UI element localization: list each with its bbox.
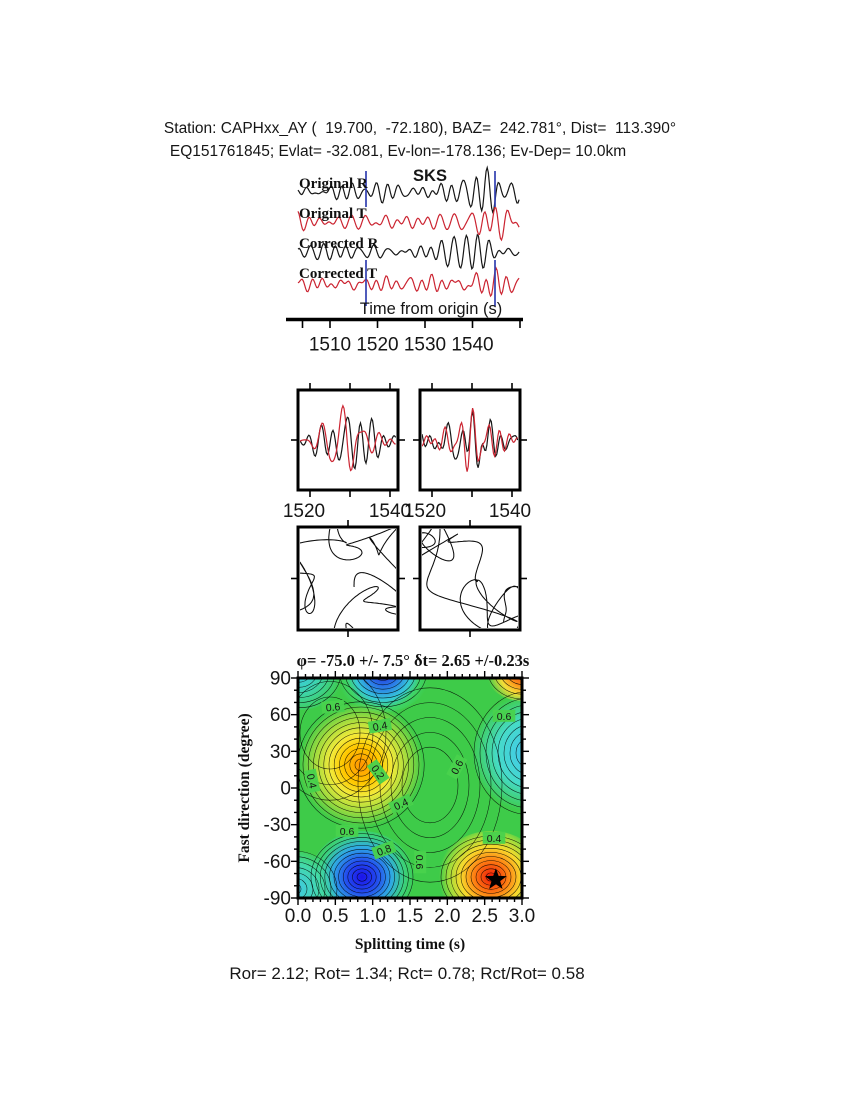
windowed-waveform-panels: [300, 406, 518, 472]
contour-label-text: 0.4: [486, 832, 502, 845]
time-tick-1520: 1520: [356, 334, 399, 356]
contour-label: [413, 851, 426, 874]
contour-ylabel: Fast direction (degree): [236, 713, 253, 863]
xtick-0.0: 0.0: [284, 906, 312, 927]
panel-wave-right-t: [422, 408, 518, 472]
wave-left-tick-1520: 1520: [282, 501, 326, 522]
contour-label-text: 0.4: [392, 796, 411, 814]
contour-title: φ= -75.0 +/- 7.5° δt= 2.65 +/-0.23s: [296, 651, 530, 670]
time-axis: [286, 320, 523, 329]
contour-label-text: 0.6: [413, 854, 426, 870]
contour-label: [336, 825, 359, 838]
contour-label-text: 0.6: [325, 701, 341, 715]
time-tick-1510: 1510: [308, 334, 352, 356]
contour-label-text: 0.2: [368, 763, 387, 782]
contour-label-text: 0.6: [339, 825, 355, 838]
contour-label: [483, 832, 506, 845]
time-tick-1540: 1540: [451, 334, 494, 356]
ytick-n60: -60: [263, 851, 291, 873]
event-info-line: EQ151761845; Evlat= -32.081, Ev-lon=-178.136; Ev-Dep= 10.0km: [169, 143, 627, 160]
ytick-90: 90: [269, 668, 291, 690]
contour-xlabel: Splitting time (s): [354, 936, 466, 953]
panel-wave-left-t: [300, 406, 396, 471]
contour-label-text: 0.4: [371, 719, 389, 734]
ytick-30: 30: [269, 741, 291, 763]
contour-label-text: 0.4: [303, 772, 319, 790]
xtick-2.5: 2.5: [471, 906, 498, 927]
contour-ring: [522, 745, 536, 761]
contour-blob-right-cyan: [473, 693, 585, 813]
hodogram-left-frame: [298, 527, 398, 630]
xtick-3.0: 3.0: [508, 906, 536, 927]
trace-label-corrected-t: Corrected T: [299, 266, 378, 282]
trace-label-original-r: Original R: [299, 176, 368, 192]
wave-right-tick-1540: 1540: [488, 501, 532, 522]
ytick-n90: -90: [263, 888, 291, 910]
xtick-1.0: 1.0: [359, 906, 386, 927]
trace-label-corrected-r: Corrected R: [299, 236, 379, 252]
station-info-line: Station: CAPHxx_AY ( 19.700, -72.180), BAZ= 242.781°, Dist= 113.390°: [163, 120, 677, 137]
time-tick-1530: 1530: [403, 334, 447, 356]
contour-label-text: 0.8: [375, 842, 394, 859]
xtick-2.0: 2.0: [434, 906, 461, 927]
ratio-results-line: Ror= 2.12; Rot= 1.34; Rct= 0.78; Rct/Rot= 0.58: [229, 964, 585, 983]
xtick-1.5: 1.5: [396, 906, 424, 927]
ytick-60: 60: [269, 705, 291, 727]
contour-field: [253, 632, 585, 927]
contour-blob-top-blue: [335, 632, 431, 712]
time-axis-label: Time from origin (s): [359, 300, 503, 318]
wave-left-tick-1540: 1540: [368, 501, 412, 522]
sks-phase-label: SKS: [413, 167, 447, 185]
ytick-0: 0: [280, 778, 291, 800]
hodogram-ticks: [291, 520, 527, 637]
wave-panel-left-frame: [298, 390, 398, 490]
wave-right-tick-1520: 1520: [403, 501, 447, 522]
contour-label-text: 0.6: [448, 758, 467, 777]
contour-label: [493, 710, 516, 723]
contour-label-text: 0.6: [496, 710, 512, 723]
trace-label-original-t: Original T: [299, 206, 367, 222]
xtick-0.5: 0.5: [322, 906, 349, 927]
ytick-n30: -30: [263, 815, 291, 837]
